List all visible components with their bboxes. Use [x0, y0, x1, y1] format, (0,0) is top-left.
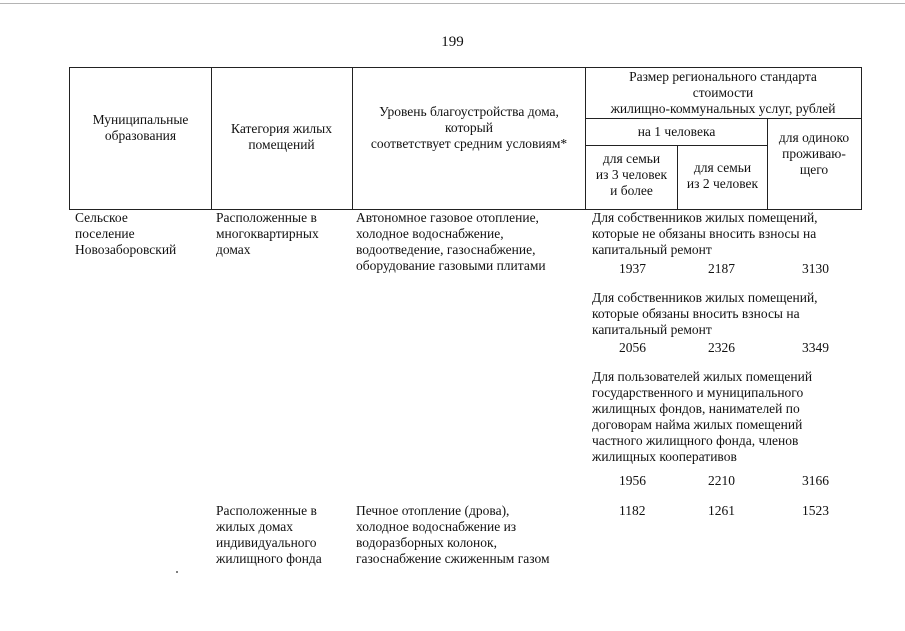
value-family-2: 2210 [708, 473, 735, 488]
header-family-3: для семьи из 3 человек и более [595, 151, 668, 198]
header-category: Категория жилых помещений [231, 121, 332, 152]
value-family-3: 1182 [619, 503, 646, 518]
value-single: 3166 [802, 473, 829, 488]
scan-speck [176, 571, 178, 573]
value-family-2: 1261 [708, 503, 735, 518]
value-family-2: 2326 [708, 340, 735, 355]
scan-edge-line [0, 3, 905, 4]
amenity-apartment: Автономное газовое отопление, холодное водоснабжение, водоотведение, газоснабжение, оборудование газовыми плитами [356, 210, 546, 273]
municipality-name: Сельское поселение Новозаборовский [75, 210, 177, 257]
value-family-3: 1937 [619, 261, 646, 276]
page-number: 199 [441, 34, 464, 50]
column-divider [767, 118, 768, 210]
value-single: 1523 [802, 503, 829, 518]
column-divider [585, 67, 586, 210]
group-label-owners-no-repair-fee: Для собственников жилых помещений, которые не обязаны вносить взносы на капитальный ремонт [592, 210, 818, 257]
header-family-2: для семьи из 2 человек [686, 160, 759, 191]
value-family-3: 1956 [619, 473, 646, 488]
amenity-individual-houses: Печное отопление (дрова), холодное водоснабжение из водоразборных колонок, газоснабжение сжиженным газом [356, 503, 550, 566]
header-per-person: на 1 человека [637, 124, 716, 139]
row-divider [585, 118, 861, 119]
header-amenity-level: Уровень благоустройства дома, который соответствует средним условиям* [370, 104, 568, 151]
header-municipality: Муниципальные образования [92, 112, 189, 143]
column-divider [352, 67, 353, 210]
category-apartment: Расположенные в многоквартирных домах [216, 210, 319, 257]
value-single: 3349 [802, 340, 829, 355]
header-single: для одиноко проживаю- щего [778, 130, 850, 177]
value-single: 3130 [802, 261, 829, 276]
group-label-tenants-and-users: Для пользователей жилых помещений государственного и муниципального жилищных фондов, нанимателей по договорам найма жилых помещений частного жилищного фонда, членов жилищных кооперативов [592, 369, 813, 464]
value-family-2: 2187 [708, 261, 735, 276]
header-standard-size: Размер регионального стандарта стоимости жилищно-коммунальных услуг, рублей [610, 69, 836, 116]
group-label-owners-with-repair-fee: Для собственников жилых помещений, которые обязаны вносить взносы на капитальный ремонт [592, 290, 818, 337]
column-divider [211, 67, 212, 210]
category-individual-houses: Расположенные в жилых домах индивидуального жилищного фонда [216, 503, 322, 566]
column-divider [677, 145, 678, 210]
value-family-3: 2056 [619, 340, 646, 355]
